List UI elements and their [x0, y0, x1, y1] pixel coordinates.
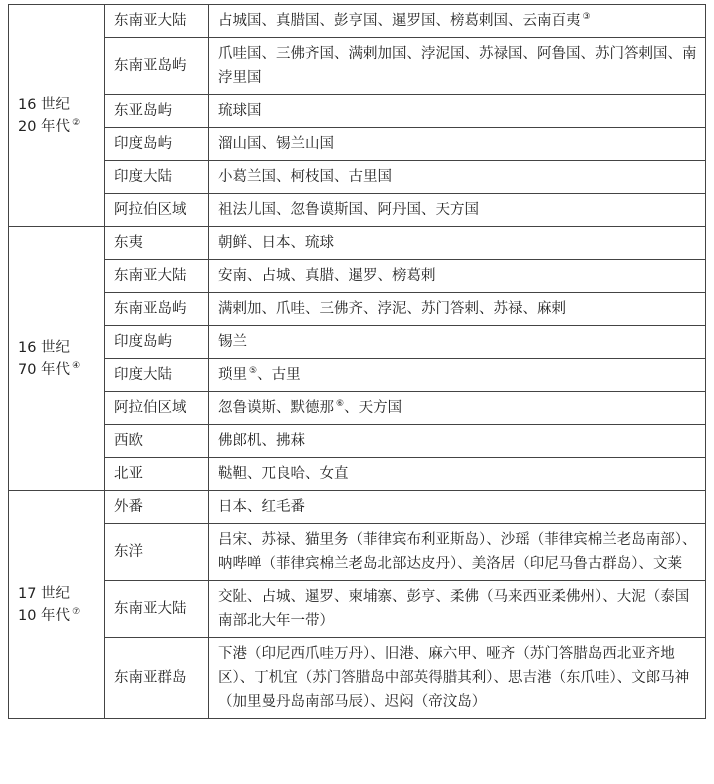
region-cell: 东夷 [105, 227, 209, 260]
historical-regions-table [8, 4, 706, 719]
countries-text: 忽鲁谟斯、默德那 [218, 400, 334, 416]
countries-cell: 交阯、占城、暹罗、柬埔寨、彭亨、柔佛（马来西亚柔佛州）、大泥（泰国南部北大年一带） [209, 581, 706, 638]
footnote-mark: ⑤ [249, 366, 258, 377]
table-row [9, 638, 706, 719]
countries-cell: 日本、红毛番 [209, 491, 706, 524]
countries-cell [209, 359, 706, 392]
countries-cell [209, 392, 706, 425]
period-label-line2: 10 年代 [18, 607, 71, 624]
region-cell: 东南亚大陆 [105, 5, 209, 38]
region-cell: 印度岛屿 [105, 128, 209, 161]
table-row [9, 128, 706, 161]
countries-cell: 满剌加、爪哇、三佛齐、浡泥、苏门答剌、苏禄、麻剌 [209, 293, 706, 326]
table-row [9, 524, 706, 581]
countries-cell: 溜山国、锡兰山国 [209, 128, 706, 161]
region-cell: 印度大陆 [105, 359, 209, 392]
table-row [9, 260, 706, 293]
region-cell: 印度大陆 [105, 161, 209, 194]
footnote-mark: ⑦ [72, 606, 81, 617]
table-row [9, 293, 706, 326]
table-row [9, 458, 706, 491]
table-row [9, 194, 706, 227]
region-cell: 东南亚岛屿 [105, 293, 209, 326]
table-row [9, 392, 706, 425]
region-cell: 东南亚大陆 [105, 581, 209, 638]
table-row [9, 425, 706, 458]
countries-cell: 爪哇国、三佛齐国、满剌加国、浡泥国、苏禄国、阿鲁国、苏门答剌国、南浡里国 [209, 38, 706, 95]
countries-text: 琐里 [218, 367, 247, 383]
period-label-line2: 20 年代 [18, 118, 71, 135]
countries-cell: 小葛兰国、柯枝国、古里国 [209, 161, 706, 194]
period-cell-3 [9, 491, 105, 719]
region-cell: 西欧 [105, 425, 209, 458]
period-cell-2 [9, 227, 105, 491]
region-cell: 印度岛屿 [105, 326, 209, 359]
region-cell: 东洋 [105, 524, 209, 581]
footnote-mark: ② [72, 117, 81, 128]
countries-cell: 鞑靼、兀良哈、女直 [209, 458, 706, 491]
countries-cell: 祖法儿国、忽鲁谟斯国、阿丹国、天方国 [209, 194, 706, 227]
countries-cell: 吕宋、苏禄、猫里务（菲律宾布利亚斯岛）、沙瑶（菲律宾棉兰老岛南部）、呐哔啴（菲律宾棉兰老岛北部达皮丹）、美洛居（印尼马鲁古群岛）、文莱 [209, 524, 706, 581]
region-cell: 阿拉伯区域 [105, 392, 209, 425]
countries-text: 、古里 [257, 367, 301, 383]
period-label-line2: 70 年代 [18, 361, 71, 378]
table-row [9, 95, 706, 128]
footnote-mark: ④ [72, 360, 81, 371]
table-row [9, 38, 706, 95]
footnote-mark: ③ [582, 12, 591, 23]
region-cell: 外番 [105, 491, 209, 524]
period-cell-1 [9, 5, 105, 227]
countries-cell: 朝鲜、日本、琉球 [209, 227, 706, 260]
countries-text: 占城国、真腊国、彭亨国、暹罗国、榜葛剌国、云南百夷 [218, 13, 581, 29]
footnote-mark: ⑥ [336, 399, 345, 410]
table-row [9, 227, 706, 260]
table-row [9, 161, 706, 194]
table-row [9, 491, 706, 524]
period-label-line1: 16 世纪 [18, 339, 71, 356]
table-row [9, 326, 706, 359]
countries-cell: 佛郎机、拂菻 [209, 425, 706, 458]
period-label-line1: 16 世纪 [18, 96, 71, 113]
countries-cell: 琉球国 [209, 95, 706, 128]
table-row [9, 359, 706, 392]
countries-cell [209, 5, 706, 38]
region-cell: 北亚 [105, 458, 209, 491]
table-row [9, 5, 706, 38]
region-cell: 东南亚岛屿 [105, 38, 209, 95]
table-row [9, 581, 706, 638]
region-cell: 东亚岛屿 [105, 95, 209, 128]
countries-cell: 下港（印尼西爪哇万丹）、旧港、麻六甲、哑齐（苏门答腊岛西北亚齐地区）、丁机宜（苏门答腊岛中部英得腊其利）、思吉港（东爪哇）、文郎马神（加里曼丹岛南部马辰）、迟闷（帝汶岛） [209, 638, 706, 719]
countries-cell: 安南、占城、真腊、暹罗、榜葛剌 [209, 260, 706, 293]
region-cell: 东南亚大陆 [105, 260, 209, 293]
region-cell: 东南亚群岛 [105, 638, 209, 719]
countries-text: 、天方国 [344, 400, 403, 416]
period-label-line1: 17 世纪 [18, 585, 71, 602]
region-cell: 阿拉伯区域 [105, 194, 209, 227]
countries-cell: 锡兰 [209, 326, 706, 359]
